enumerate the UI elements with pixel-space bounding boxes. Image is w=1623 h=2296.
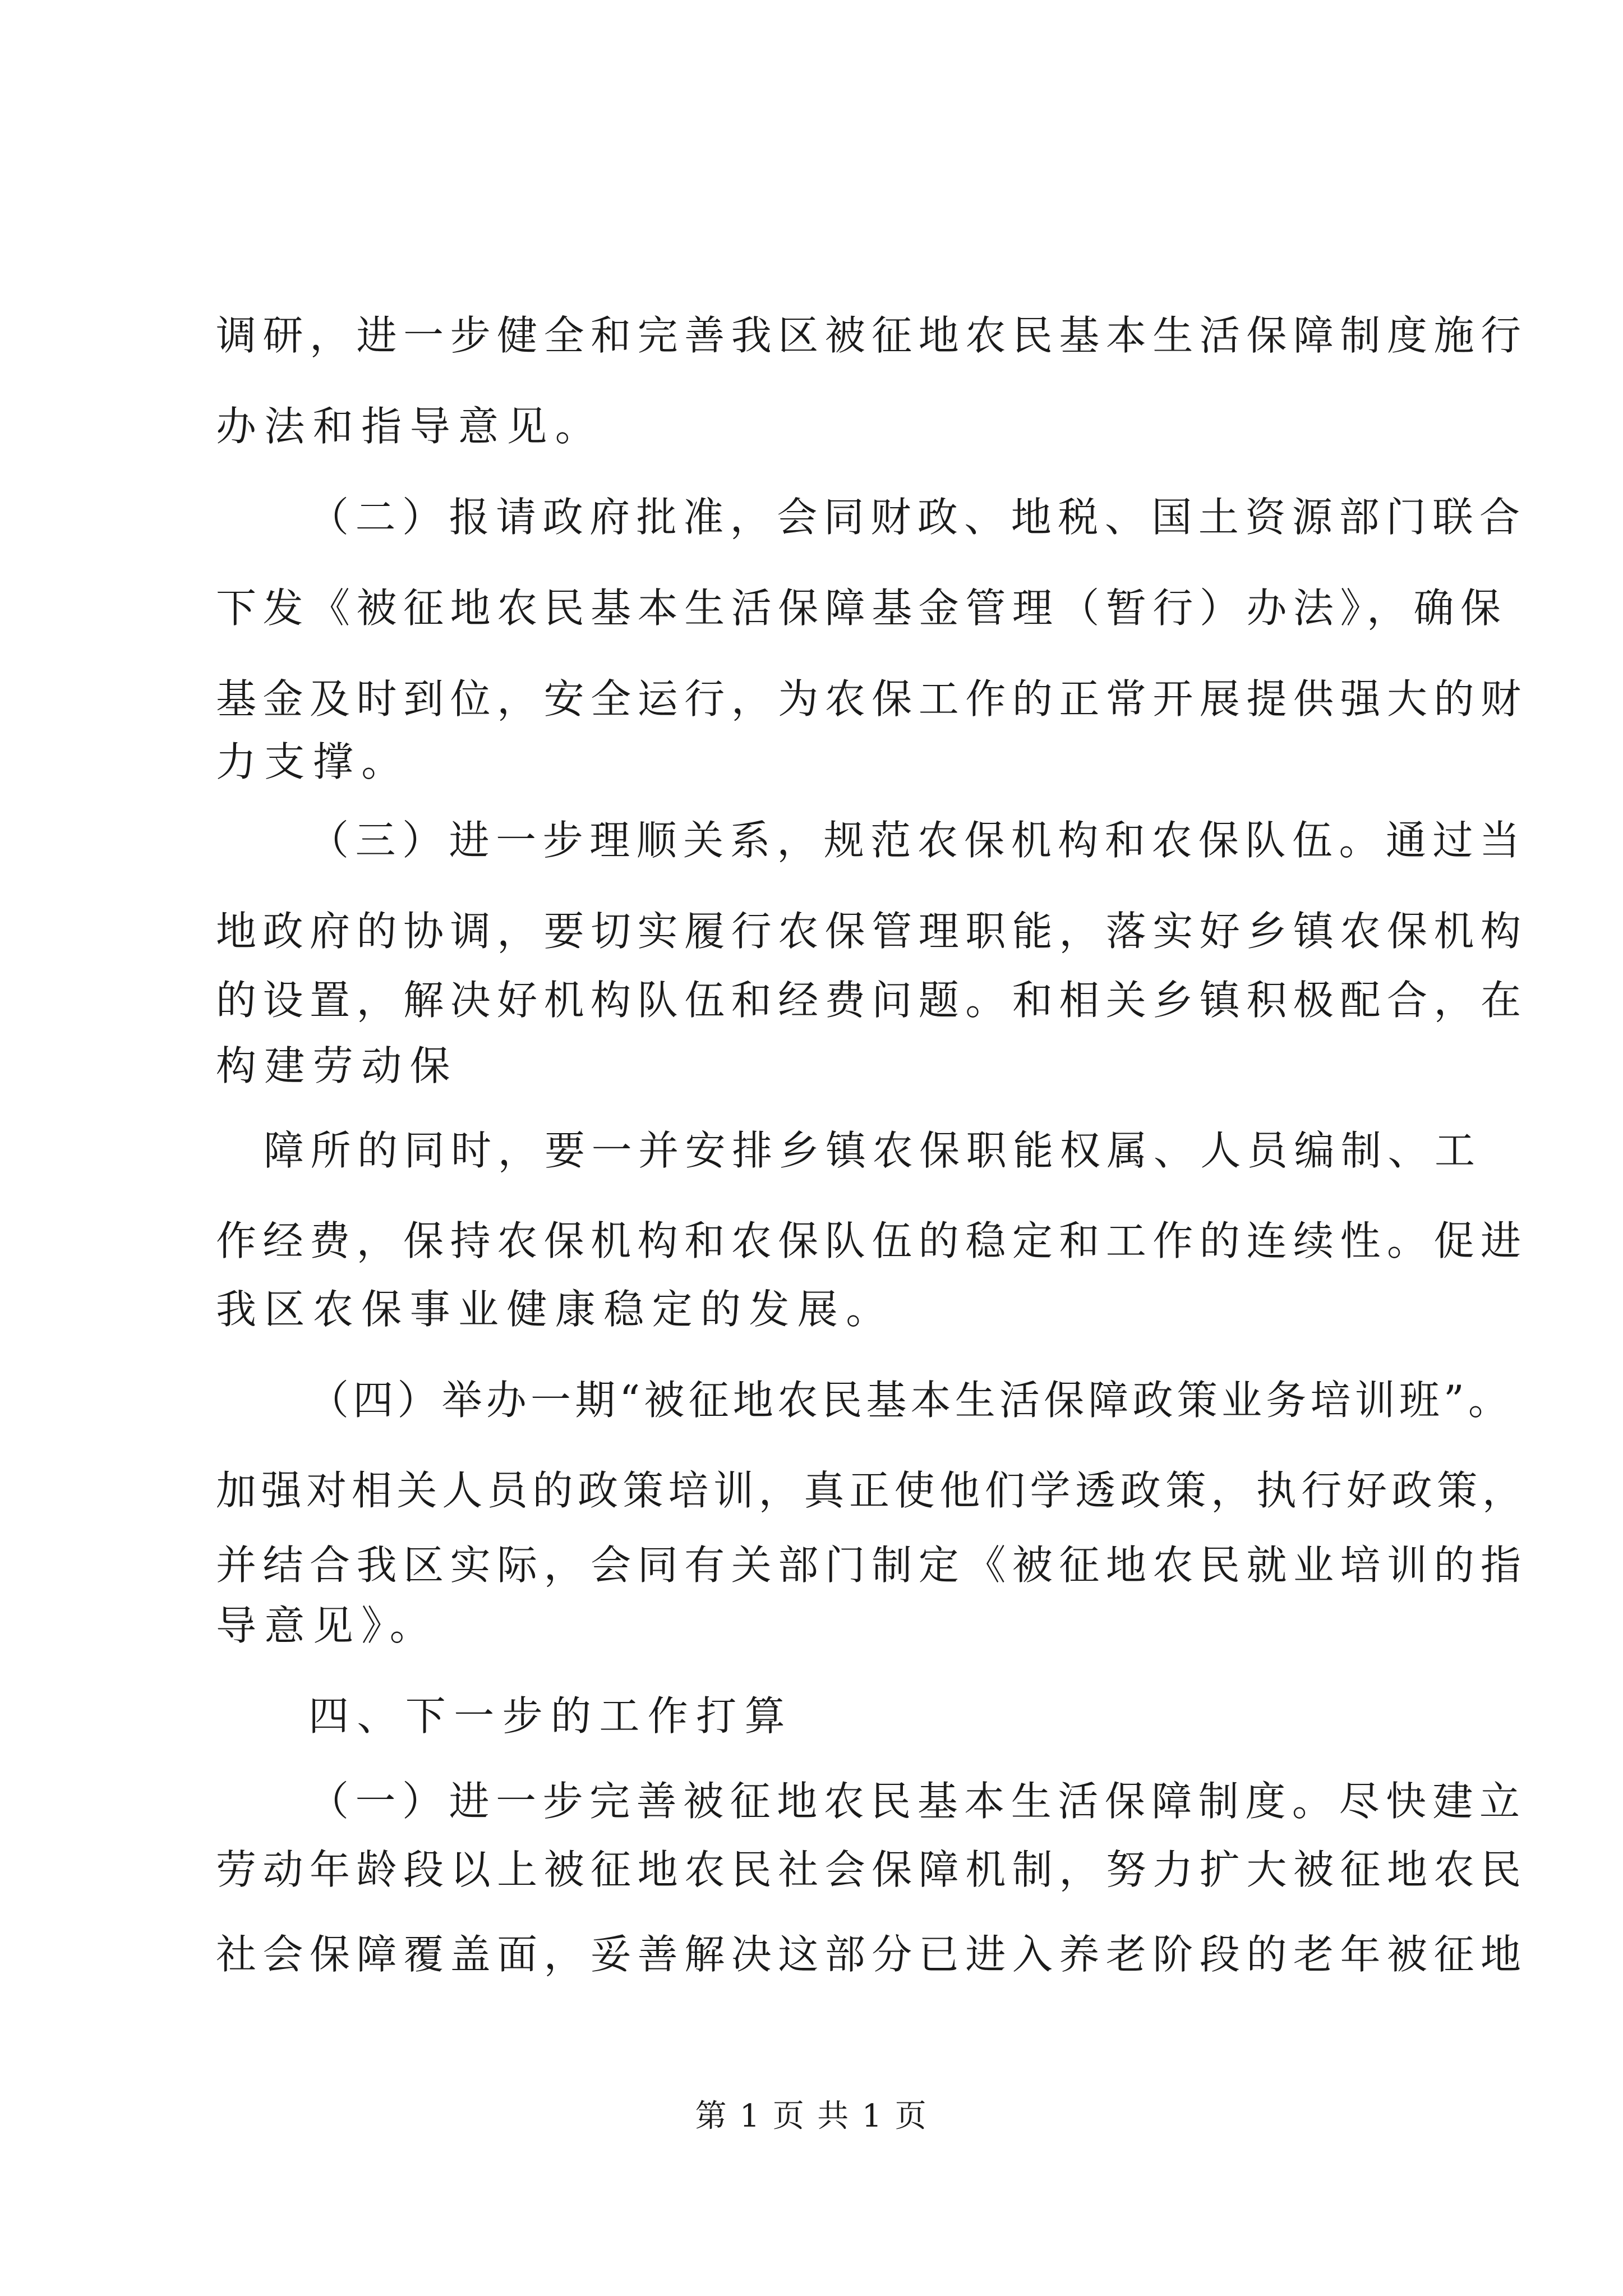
text-line: 障所的同时，要一并安排乡镇农保职能权属、人员编制、工 [264, 1127, 1482, 1174]
paragraph-heading: （四）举办一期“被征地农民基本生活保障政策业务培训班”。 [308, 1377, 1513, 1424]
text-line: 下发《被征地农民基本生活保障基金管理（暂行）办法》，确保 [216, 585, 1507, 632]
paragraph-heading: （二）报请政府批准，会同财政、地税、国土资源部门联合 [308, 494, 1527, 541]
text-line: 劳动年龄段以上被征地农民社会保障机制，努力扩大被征地农民 [216, 1846, 1528, 1893]
paragraph-heading: （三）进一步理顺关系，规范农保机构和农保队伍。通过当 [308, 817, 1527, 864]
text-line: 我区农保事业健康稳定的发展。 [216, 1286, 895, 1333]
text-line: 调研，进一步健全和完善我区被征地农民基本生活保障制度施行 [216, 312, 1528, 359]
text-line: 地政府的协调，要切实履行农保管理职能，落实好乡镇农保机构 [216, 908, 1528, 955]
section-heading: 四、下一步的工作打算 [308, 1692, 794, 1740]
text-line: 作经费，保持农保机构和农保队伍的稳定和工作的连续性。促进 [216, 1217, 1528, 1264]
text-line: 并结合我区实际，会同有关部门制定《被征地农民就业培训的指 [216, 1542, 1528, 1589]
text-line: 导意见》。 [216, 1602, 439, 1649]
text-line: 加强对相关人员的政策培训，真正使他们学透政策，执行好政策， [216, 1467, 1528, 1514]
paragraph-heading: （一）进一步完善被征地农民基本生活保障制度。尽快建立 [308, 1778, 1527, 1825]
text-line: 的设置，解决好机构队伍和经费问题。和相关乡镇积极配合，在 [216, 977, 1528, 1024]
text-line: 构建劳动保 [216, 1042, 459, 1089]
text-line: 力支撑。 [216, 738, 410, 785]
page-number-footer: 第 1 页 共 1 页 [695, 2098, 928, 2134]
text-line: 社会保障覆盖面，妥善解决这部分已进入养老阶段的老年被征地 [216, 1931, 1528, 1978]
text-line: 基金及时到位，安全运行，为农保工作的正常开展提供强大的财 [216, 675, 1528, 723]
text-line: 办法和指导意见。 [216, 403, 604, 450]
